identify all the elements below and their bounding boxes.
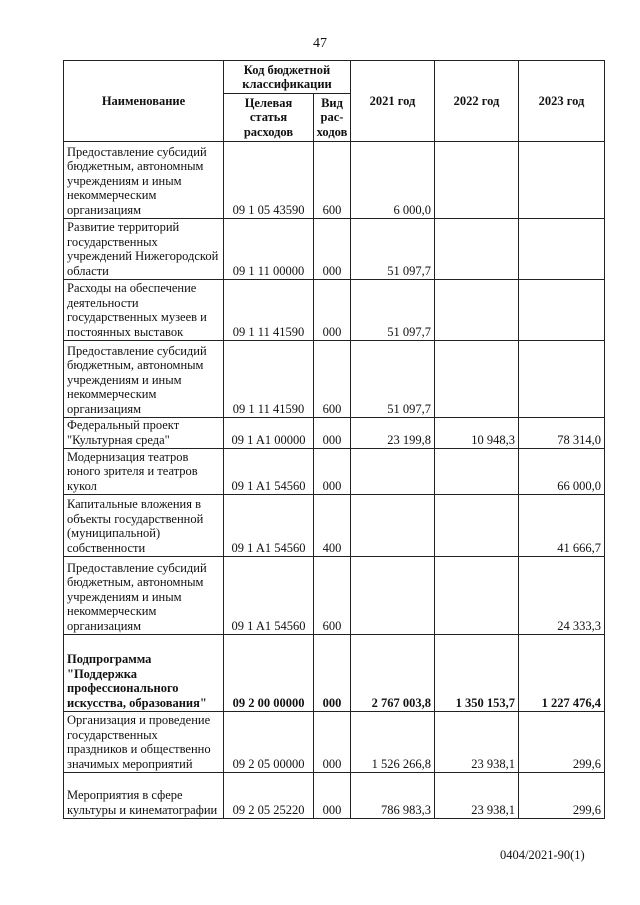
row-2022-value [435,341,519,418]
row-expense-type: 400 [314,495,351,557]
header-name: Наименование [64,61,224,142]
row-target-code: 09 2 05 00000 [224,712,314,773]
row-2023-value [519,341,605,418]
row-target-code: 09 1 A1 54560 [224,449,314,495]
row-2023-value: 78 314,0 [519,418,605,449]
row-2022-value [435,557,519,635]
row-2022-value: 23 938,1 [435,712,519,773]
row-2022-value [435,449,519,495]
budget-table [63,60,605,819]
row-2023-value: 41 666,7 [519,495,605,557]
row-name: Предоставление субсидий бюджетным, автономным учреждениям и иным некоммерческим организациям [64,341,224,418]
table-row [64,142,605,219]
row-2023-value: 66 000,0 [519,449,605,495]
row-2021-value: 6 000,0 [351,142,435,219]
row-2023-value [519,219,605,280]
row-2021-value [351,557,435,635]
row-2023-value: 1 227 476,4 [519,635,605,712]
row-2021-value [351,495,435,557]
table-row [64,418,605,449]
row-2022-value: 1 350 153,7 [435,635,519,712]
row-name: Предоставление субсидий бюджетным, автономным учреждениям и иным некоммерческим организациям [64,557,224,635]
row-2023-value [519,280,605,341]
row-target-code: 09 2 00 00000 [224,635,314,712]
row-expense-type: 000 [314,773,351,819]
header-2022: 2022 год [435,61,519,142]
row-name: Подпрограмма "Поддержка профессионального искусства, образования" [64,635,224,712]
header-kbk: Код бюджетной классификации [224,61,351,94]
row-2021-value: 1 526 266,8 [351,712,435,773]
header-expense-type: Вид рас-ходов [314,94,351,142]
table-row [64,219,605,280]
table-body [64,142,605,819]
row-expense-type: 600 [314,142,351,219]
row-name: Расходы на обеспечение деятельности государственных музеев и постоянных выставок [64,280,224,341]
row-expense-type: 000 [314,219,351,280]
row-2022-value [435,219,519,280]
row-2023-value: 299,6 [519,773,605,819]
row-expense-type: 000 [314,280,351,341]
row-target-code: 09 1 A1 54560 [224,495,314,557]
row-2021-value: 786 983,3 [351,773,435,819]
row-target-code: 09 1 11 41590 [224,280,314,341]
page-number: 47 [313,36,327,51]
row-name: Мероприятия в сфере культуры и кинематографии [64,773,224,819]
row-target-code: 09 1 A1 00000 [224,418,314,449]
row-name: Капитальные вложения в объекты государственной (муниципальной) собственности [64,495,224,557]
row-expense-type: 000 [314,418,351,449]
row-target-code: 09 2 05 25220 [224,773,314,819]
table-row [64,773,605,819]
row-target-code: 09 1 A1 54560 [224,557,314,635]
table-row [64,280,605,341]
row-target-code: 09 1 11 00000 [224,219,314,280]
row-2021-value: 51 097,7 [351,280,435,341]
row-2023-value: 24 333,3 [519,557,605,635]
row-2021-value: 2 767 003,8 [351,635,435,712]
header-target-article: Целевая статья расходов [224,94,314,142]
row-target-code: 09 1 05 43590 [224,142,314,219]
row-expense-type: 000 [314,712,351,773]
header-2023: 2023 год [519,61,605,142]
table-row [64,341,605,418]
row-2021-value [351,449,435,495]
row-name: Предоставление субсидий бюджетным, автономным учреждениям и иным некоммерческим организациям [64,142,224,219]
table-row [64,449,605,495]
row-expense-type: 000 [314,635,351,712]
row-expense-type: 600 [314,341,351,418]
row-name: Модернизация театров юного зрителя и театров кукол [64,449,224,495]
row-expense-type: 600 [314,557,351,635]
row-2023-value: 299,6 [519,712,605,773]
row-2022-value: 23 938,1 [435,773,519,819]
row-2021-value: 51 097,7 [351,219,435,280]
row-name: Федеральный проект "Культурная среда" [64,418,224,449]
row-2021-value: 51 097,7 [351,341,435,418]
table-header [64,61,605,142]
document-code: 0404/2021-90(1) [500,848,585,862]
row-2022-value [435,495,519,557]
row-2022-value: 10 948,3 [435,418,519,449]
row-name: Развитие территорий государственных учреждений Нижегородской области [64,219,224,280]
header-2021: 2021 год [351,61,435,142]
table-row [64,495,605,557]
table-row [64,557,605,635]
row-name: Организация и проведение государственных праздников и общественно значимых мероприятий [64,712,224,773]
row-expense-type: 000 [314,449,351,495]
row-2022-value [435,142,519,219]
table-row [64,635,605,712]
row-2023-value [519,142,605,219]
row-2021-value: 23 199,8 [351,418,435,449]
table-row [64,712,605,773]
row-target-code: 09 1 11 41590 [224,341,314,418]
row-2022-value [435,280,519,341]
